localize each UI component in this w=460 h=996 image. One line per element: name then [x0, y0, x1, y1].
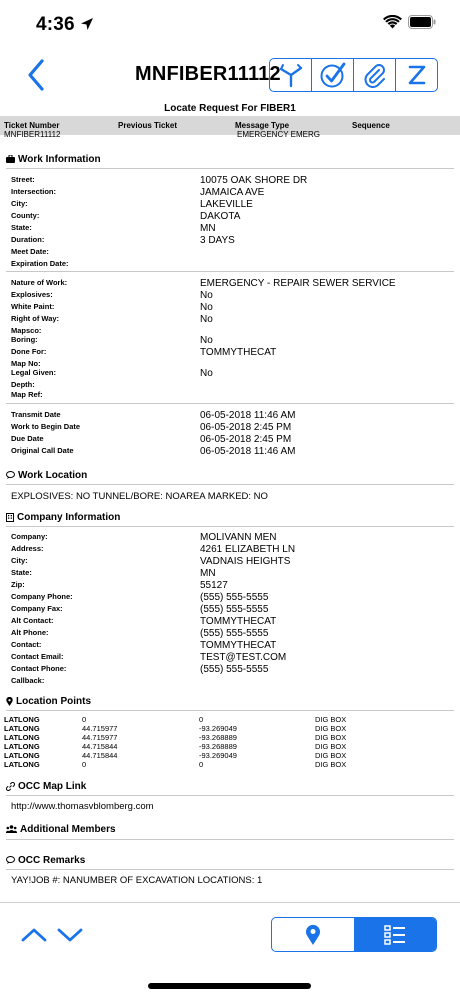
field-row [0, 211, 460, 223]
field-value: No [200, 335, 213, 346]
map-pin-icon [305, 924, 321, 946]
field-row [0, 290, 460, 302]
occ-remarks-header [0, 852, 460, 868]
header-ticket-number: Ticket Number [4, 121, 60, 130]
point-kind: DIG BOX [315, 733, 347, 742]
field-label: Contact Phone: [11, 664, 67, 673]
field-row [0, 446, 460, 458]
field-value: MOLIVANN MEN [200, 532, 277, 543]
field-label: Intersection: [11, 187, 57, 196]
field-row [0, 368, 460, 380]
route-button[interactable] [270, 59, 312, 91]
field-value: No [200, 302, 213, 313]
field-row [0, 628, 460, 640]
field-label: Street: [11, 175, 35, 184]
section-title: Additional Members [20, 823, 116, 835]
field-row [0, 410, 460, 422]
point-lat: 44.715844 [82, 742, 118, 751]
field-label: Depth: [11, 380, 35, 389]
header-message-type: Message Type [235, 121, 290, 130]
field-value: EMERGENCY - REPAIR SEWER SERVICE [200, 278, 396, 289]
point-type: LATLONG [4, 751, 40, 760]
company-fields [0, 532, 460, 688]
field-row [0, 223, 460, 235]
field-label: White Paint: [11, 302, 55, 311]
field-value: (555) 555-5555 [200, 604, 269, 615]
field-label: Done For: [11, 347, 47, 356]
divider [6, 869, 454, 870]
divider [6, 710, 454, 711]
field-label: Transmit Date [11, 410, 61, 419]
field-value: No [200, 290, 213, 301]
field-row [0, 592, 460, 604]
field-label: Work to Begin Date [11, 422, 81, 431]
field-label: Original Call Date [11, 446, 74, 455]
field-value: TOMMYTHECAT [200, 347, 277, 358]
field-row [0, 604, 460, 616]
field-row [0, 616, 460, 628]
field-value: MN [200, 568, 216, 579]
field-label: State: [11, 223, 32, 232]
view-mode-toggle [271, 917, 437, 952]
section-title: Location Points [16, 695, 91, 707]
header-previous-ticket: Previous Ticket [118, 121, 177, 130]
company-information-header [0, 509, 460, 525]
point-lon: -93.268889 [199, 742, 237, 751]
occ-map-link-header [0, 778, 460, 794]
field-row [0, 326, 460, 335]
status-icons [383, 15, 436, 29]
field-value: 06-05-2018 11:46 AM [200, 446, 296, 457]
list-icon [384, 924, 406, 946]
attachment-button[interactable] [354, 59, 396, 91]
field-value: 10075 OAK SHORE DR [200, 175, 308, 186]
ticket-detail [0, 102, 460, 887]
checkmark-icon [319, 61, 347, 89]
field-value: (555) 555-5555 [200, 592, 269, 603]
point-lon: 0 [199, 715, 204, 724]
point-type: LATLONG [4, 715, 40, 724]
field-value: TEST@TEST.COM [200, 652, 287, 663]
point-lon: 0 [199, 760, 204, 769]
field-row [0, 302, 460, 314]
header-sequence: Sequence [352, 121, 390, 130]
list-item [0, 724, 460, 733]
divider [6, 168, 454, 169]
field-value: 06-05-2018 11:46 AM [200, 410, 296, 421]
field-label: Alt Phone: [11, 628, 49, 637]
field-label: Alt Contact: [11, 616, 54, 625]
field-label: Duration: [11, 235, 45, 244]
field-value: No [200, 314, 213, 325]
field-row [0, 175, 460, 187]
divider [6, 526, 454, 527]
field-row [0, 380, 460, 390]
field-label: City: [11, 199, 28, 208]
building-icon [6, 513, 14, 522]
field-label: Mapsco: [11, 326, 42, 335]
point-lon: -93.268889 [199, 733, 237, 742]
field-value: DAKOTA [200, 211, 241, 222]
field-value: TOMMYTHECAT [200, 616, 277, 627]
point-type: LATLONG [4, 760, 40, 769]
home-indicator [148, 983, 311, 989]
status-bar [0, 0, 460, 50]
ticket-number-value: MNFIBER11112 [4, 130, 61, 139]
field-row [0, 556, 460, 568]
battery-icon [408, 15, 436, 29]
complete-button[interactable] [312, 59, 354, 91]
work-location-header [0, 467, 460, 483]
point-lat: 44.715844 [82, 751, 118, 760]
message-type-value: EMERGENCY EMERG [237, 130, 320, 139]
field-row [0, 532, 460, 544]
field-label: Right of Way: [11, 314, 60, 323]
location-points-header [0, 693, 460, 709]
field-label: Expiration Date: [11, 259, 69, 268]
point-kind: DIG BOX [315, 760, 347, 769]
z-letter-icon [406, 63, 428, 87]
nav-bar [0, 52, 460, 98]
field-row [0, 187, 460, 199]
field-value: TOMMYTHECAT [200, 640, 277, 651]
field-label: Due Date [11, 434, 44, 443]
section-title: OCC Map Link [18, 780, 87, 792]
list-item [0, 760, 460, 769]
work-location-text: EXPLOSIVES: NO TUNNEL/BORE: NOAREA MARKED: NO [11, 491, 268, 502]
list-item [0, 715, 460, 724]
field-label: Company Fax: [11, 604, 63, 613]
field-label: State: [11, 568, 32, 577]
field-label: City: [11, 556, 28, 565]
field-row [0, 664, 460, 676]
field-label: Company Phone: [11, 592, 73, 601]
field-row [0, 434, 460, 446]
paperclip-icon [362, 62, 388, 88]
field-row [0, 568, 460, 580]
field-label: Boring: [11, 335, 38, 344]
field-label: Company: [11, 532, 48, 541]
field-value: 55127 [200, 580, 228, 591]
point-lon: -93.269049 [199, 724, 237, 733]
field-value: LAKEVILLE [200, 199, 253, 210]
bottom-toolbar [0, 902, 460, 996]
field-row [0, 347, 460, 359]
users-icon [6, 825, 17, 833]
point-type: LATLONG [4, 724, 40, 733]
ticket-header-row [0, 116, 460, 135]
location-arrow-icon [80, 17, 94, 31]
ticket-title: MNFIBER11112 [135, 63, 281, 85]
field-value: No [200, 368, 213, 379]
speech-bubble-icon [6, 856, 15, 864]
field-label: County: [11, 211, 40, 220]
point-kind: DIG BOX [315, 724, 347, 733]
point-lat: 44.715977 [82, 733, 118, 742]
detail-view-button[interactable] [354, 918, 436, 951]
field-value: (555) 555-5555 [200, 628, 269, 639]
divider [6, 839, 454, 840]
field-row [0, 199, 460, 211]
ticket-actions-toolbar [269, 58, 438, 92]
chevron-up-icon[interactable] [20, 923, 48, 947]
chevron-down-icon[interactable] [56, 923, 84, 947]
field-row [0, 580, 460, 592]
work-details-fields [0, 278, 460, 400]
field-row [0, 652, 460, 664]
field-row [0, 259, 460, 269]
field-label: Contact Email: [11, 652, 64, 661]
divider [6, 795, 454, 796]
field-label: Legal Given: [11, 368, 57, 377]
z-action-button[interactable] [396, 59, 437, 91]
wifi-icon [383, 15, 402, 29]
list-item [0, 751, 460, 760]
point-kind: DIG BOX [315, 751, 347, 760]
field-label: Nature of Work: [11, 278, 68, 287]
point-lon: -93.269049 [199, 751, 237, 760]
field-row [0, 676, 460, 688]
field-row [0, 314, 460, 326]
map-marker-icon [6, 697, 13, 706]
field-row [0, 390, 460, 400]
section-title: Company Information [17, 511, 121, 523]
work-location-fields [0, 175, 460, 269]
divider [6, 403, 454, 404]
field-row [0, 359, 460, 368]
field-value: VADNAIS HEIGHTS [200, 556, 291, 567]
section-title: OCC Remarks [18, 854, 86, 866]
section-title: Work Information [18, 153, 101, 165]
location-points-list [0, 715, 460, 769]
field-value: 06-05-2018 2:45 PM [200, 434, 292, 445]
point-type: LATLONG [4, 733, 40, 742]
field-row [0, 278, 460, 290]
point-lat: 44.715977 [82, 724, 118, 733]
field-value: 06-05-2018 2:45 PM [200, 422, 292, 433]
route-icon [278, 62, 304, 88]
field-row [0, 247, 460, 259]
field-label: Callback: [11, 676, 45, 685]
field-label: Explosives: [11, 290, 53, 299]
field-label: Meet Date: [11, 247, 49, 256]
link-icon [6, 782, 15, 791]
field-value: 3 DAYS [200, 235, 235, 246]
section-title: Work Location [18, 469, 88, 481]
field-row [0, 335, 460, 347]
list-item [0, 742, 460, 751]
work-dates-fields [0, 410, 460, 458]
point-kind: DIG BOX [315, 742, 347, 751]
field-value: 4261 ELIZABETH LN [200, 544, 296, 555]
field-value: JAMAICA AVE [200, 187, 265, 198]
divider [6, 271, 454, 272]
field-value: (555) 555-5555 [200, 664, 269, 675]
field-row [0, 640, 460, 652]
field-row [0, 544, 460, 556]
document-title: Locate Request For FIBER1 [164, 103, 296, 114]
field-value: MN [200, 223, 216, 234]
field-label: Map No: [11, 359, 41, 368]
point-lat: 0 [82, 715, 87, 724]
work-information-header [0, 151, 460, 167]
additional-members-header [0, 821, 460, 837]
field-label: Map Ref: [11, 390, 43, 399]
divider [6, 484, 454, 485]
field-row [0, 235, 460, 247]
field-label: Contact: [11, 640, 42, 649]
briefcase-icon [6, 155, 15, 163]
field-label: Address: [11, 544, 44, 553]
ticket-values-row [0, 130, 460, 149]
list-item [0, 733, 460, 742]
field-row [0, 422, 460, 434]
point-type: LATLONG [4, 742, 40, 751]
speech-bubble-icon [6, 471, 15, 479]
occ-remarks-text: YAY!JOB #: NANUMBER OF EXCAVATION LOCATIONS: 1 [11, 875, 263, 886]
back-chevron-icon[interactable] [22, 56, 52, 94]
status-time: 4:36 [36, 14, 75, 35]
point-kind: DIG BOX [315, 715, 347, 724]
occ-map-url-link[interactable]: http://www.thomasvblomberg.com [11, 801, 154, 812]
field-label: Zip: [11, 580, 25, 589]
map-view-button[interactable] [272, 918, 354, 951]
point-lat: 0 [82, 760, 87, 769]
